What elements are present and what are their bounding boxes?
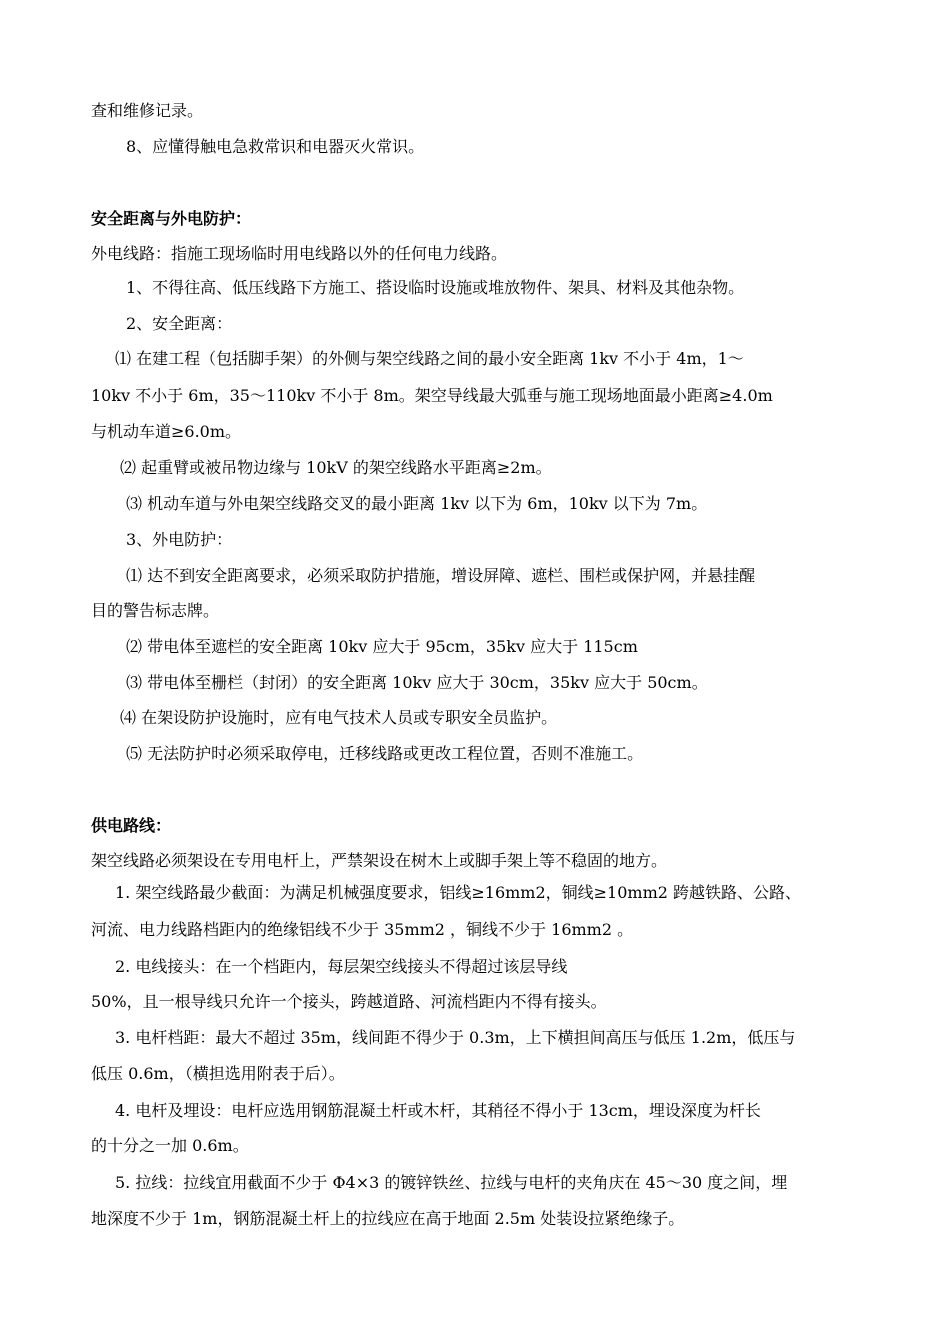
text-line: ⑸ 无法防护时必须采取停电，迁移线路或更改工程位置，否则不准施工。	[126, 744, 644, 763]
text-line: ⑵ 起重臂或被吊物边缘与 10kV 的架空线路水平距离≥2m。	[120, 458, 552, 477]
text-line: 1. 架空线路最少截面：为满足机械强度要求，铝线≥16mm2，铜线≥10mm2 跨越铁路、公路、	[115, 883, 802, 902]
text-line: ⑴ 在建工程（包括脚手架）的外侧与架空线路之间的最小安全距离 1kv 不小于 4m，1～	[115, 349, 744, 368]
text-line: 1、不得往高、低压线路下方施工、搭设临时设施或堆放物件、架具、材料及其他杂物。	[126, 278, 745, 297]
text-line: 10kv 不小于 6m，35～110kv 不小于 8m。架空导线最大弧垂与施工现场地面最小距离≥4.0m	[91, 386, 773, 405]
text-line: ⑵ 带电体至遮栏的安全距离 10kv 应大于 95cm，35kv 应大于 115cm	[126, 637, 638, 656]
text-line: 查和维修记录。	[91, 101, 204, 120]
text-line: ⑶ 机动车道与外电架空线路交叉的最小距离 1kv 以下为 6m，10kv 以下为 7m。	[126, 494, 708, 513]
text-line: 架空线路必须架设在专用电杆上，严禁架设在树木上或脚手架上等不稳固的地方。	[91, 851, 668, 870]
text-line: ⑴ 达不到安全距离要求，必须采取防护措施，增设屏障、遮栏、围栏或保护网，并悬挂醒	[126, 566, 756, 585]
section-heading-safety-distance: 安全距离与外电防护：	[91, 209, 252, 228]
text-line: ⑶ 带电体至栅栏（封闭）的安全距离 10kv 应大于 30cm，35kv 应大于 50cm。	[126, 673, 708, 692]
text-line: 4. 电杆及埋设：电杆应选用钢筋混凝土杆或木杆，其稍径不得小于 13cm，埋设深度为杆长	[115, 1101, 761, 1120]
text-line: 2. 电线接头：在一个档距内，每层架空线接头不得超过该层导线	[115, 957, 568, 976]
text-line: 与机动车道≥6.0m。	[91, 422, 242, 441]
text-line: 2、安全距离：	[126, 314, 233, 333]
text-line: 50%，且一根导线只允许一个接头，跨越道路、河流档距内不得有接头。	[91, 992, 607, 1011]
text-line: 外电线路：指施工现场临时用电线路以外的任何电力线路。	[91, 244, 508, 263]
text-line: 8、应懂得触电急救常识和电器灭火常识。	[126, 137, 425, 156]
text-line: 地深度不少于 1m，钢筋混凝土杆上的拉线应在高于地面 2.5m 处装设拉紧绝缘子。	[91, 1209, 685, 1228]
text-line: 低压 0.6m，（横担选用附表于后）。	[91, 1064, 345, 1083]
text-line: 3. 电杆档距：最大不超过 35m，线间距不得少于 0.3m，上下横担间高压与低压 1.2m，低压与	[115, 1028, 796, 1047]
section-heading-power-supply: 供电路线：	[91, 816, 172, 835]
text-line: 5. 拉线：拉线宜用截面不少于 Φ4×3 的镀锌铁丝、拉线与电杆的夹角庆在 45～30 度之间，埋	[115, 1173, 788, 1192]
text-line: 河流、电力线路档距内的绝缘铝线不少于 35mm2 ，铜线不少于 16mm2 。	[91, 920, 634, 939]
text-line: 目的警告标志牌。	[91, 601, 220, 620]
text-line: 3、外电防护：	[126, 530, 233, 549]
text-line: 的十分之一加 0.6m。	[91, 1136, 249, 1155]
text-line: ⑷ 在架设防护设施时，应有电气技术人员或专职安全员监护。	[120, 708, 558, 727]
